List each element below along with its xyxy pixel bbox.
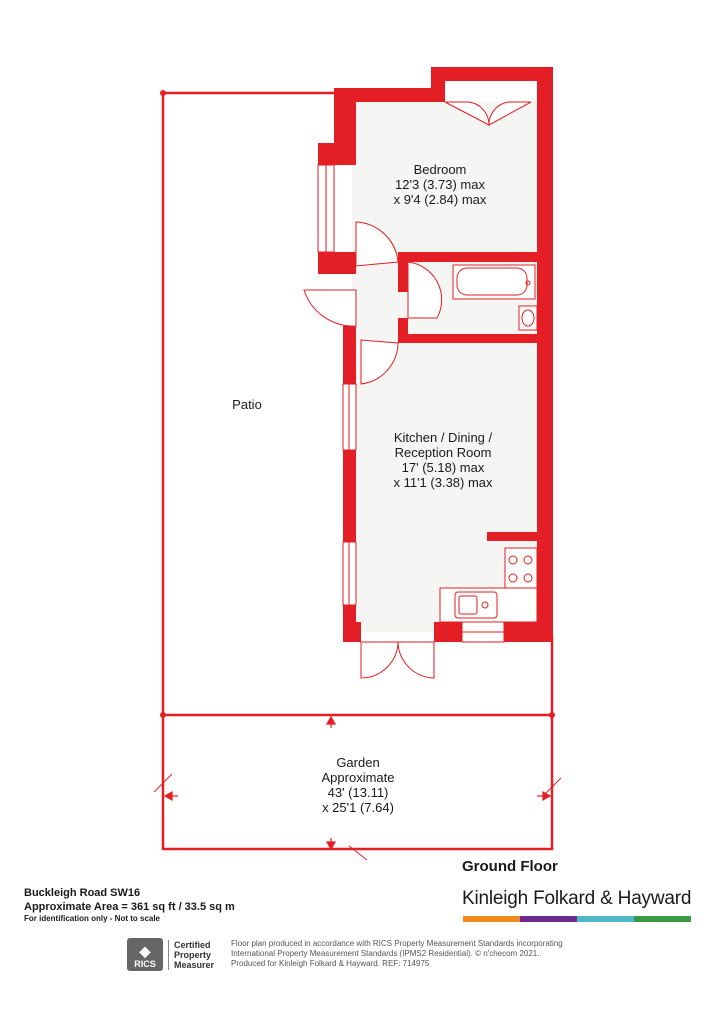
rics-cert-line: Property: [174, 949, 212, 960]
legal-line: International Property Measurement Standards (IPMS2 Residential). © n'checom 2021.: [231, 949, 540, 958]
kitchen-label-1: Kitchen / Dining /: [393, 430, 493, 445]
kitchen-dim1: 17' (5.18) max: [401, 460, 485, 475]
area: Approximate Area = 361 sq ft / 33.5 sq m: [24, 901, 235, 913]
bedroom-dim2: x 9'4 (2.84) max: [393, 192, 487, 207]
rics-logo: [127, 938, 214, 971]
rics-cert-line: Certified: [174, 939, 211, 950]
address: Buckleigh Road SW16: [24, 887, 141, 899]
legal-text: [231, 939, 591, 969]
rics-cert-line: Measurer: [174, 959, 215, 970]
legal-line: Floor plan produced in accordance with RICS Property Measurement Standards incorporating: [231, 939, 563, 948]
patio-label: Patio: [232, 397, 262, 412]
rics-badge: [127, 938, 163, 971]
floor-label: Ground Floor: [462, 858, 558, 875]
corner-marker: [549, 712, 555, 718]
legal-line: Produced for Kinleigh Folkard & Hayward. REF: 714975: [231, 959, 430, 968]
garden-label: Garden: [336, 755, 380, 770]
agent-logo: Kinleigh Folkard & Hayward: [462, 888, 692, 909]
property-info: [24, 886, 235, 914]
kitchen-label-2: Reception Room: [394, 445, 492, 460]
garden-note: Approximate: [321, 770, 395, 785]
disclaimer: For identification only - Not to scale: [24, 914, 161, 923]
bedroom-dim1: 12'3 (3.73) max: [395, 177, 485, 192]
rics-badge-text: RICS: [134, 959, 156, 969]
corner-marker: [160, 712, 166, 718]
rics-certification: [168, 940, 214, 970]
brand-color-3: [577, 916, 634, 922]
brand-color-2: [520, 916, 577, 922]
brand-color-1: [463, 916, 520, 922]
kitchen-dim2: x 11'1 (3.38) max: [393, 475, 493, 490]
bedroom-label: Bedroom: [413, 162, 467, 177]
rics-crest-icon: ◆: [139, 943, 151, 959]
garden-dim1: 43' (13.11): [327, 785, 389, 800]
corner-marker: [160, 90, 166, 96]
garden-dim2: x 25'1 (7.64): [322, 800, 394, 815]
hob: [505, 548, 537, 588]
agent-logo-bar: [463, 916, 691, 922]
brand-color-4: [634, 916, 691, 922]
